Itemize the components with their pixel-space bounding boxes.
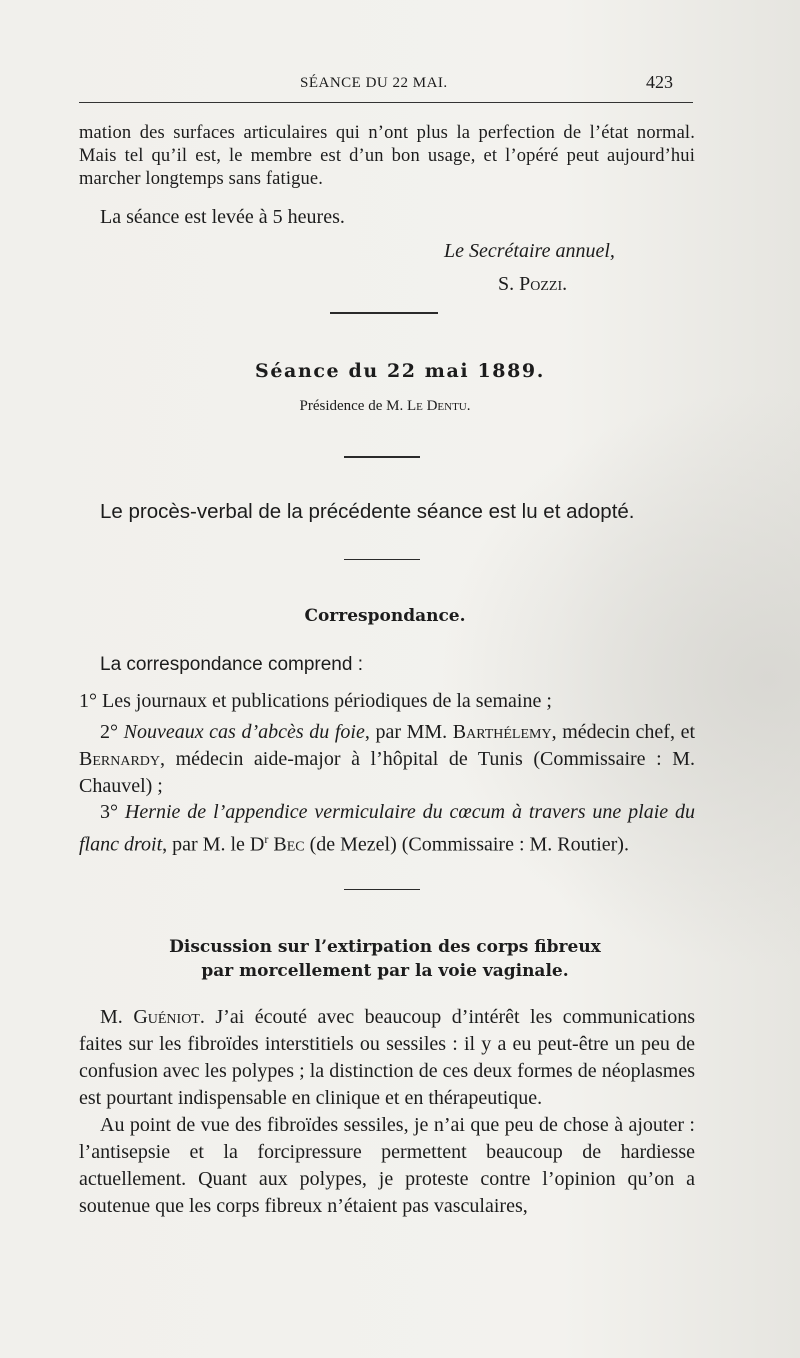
item-text: , médecin aide-major à l’hôpital de Tunis (Commissaire : M. Chauvel) ; bbox=[79, 748, 695, 797]
item-number: 3° bbox=[100, 801, 125, 823]
item-by: , par M. le D bbox=[162, 833, 265, 856]
item-text: (de Mezel) (Commissaire : M. Routier). bbox=[304, 833, 629, 856]
discussion-paragraph-1 bbox=[79, 1004, 695, 1112]
item-author: Bernardy bbox=[79, 748, 161, 770]
presidence-name: Le Dentu. bbox=[406, 398, 471, 414]
signature-title: Le Secrétaire annuel, bbox=[444, 240, 615, 262]
signature-name bbox=[498, 273, 567, 296]
item-number: 2° bbox=[100, 721, 124, 743]
discussion-paragraph-2: Au point de vue des fibroïdes sessiles, je n’ai que peu de chose à ajouter : l’antisepsie et la forcipressure permettent beaucoup de hardiesse actuellement. Quant aux polypes, je proteste contre l’opinion qu’on a soutenue que les corps fibreux n’étaient pas vasculaires, bbox=[79, 1114, 695, 1217]
continuation-paragraph: mation des surfaces articulaires qui n’ont plus la perfection de l’état normal. Mais tel qu’il est, le membre est d’un bon usage, et l’opéré peut aujourd’hui marcher longtemps sans fatigue. bbox=[79, 123, 695, 189]
item-author: Barthélemy bbox=[452, 721, 552, 743]
section-divider bbox=[344, 456, 420, 458]
presidence-line bbox=[0, 398, 770, 415]
minutes-line: Le procès-verbal de la précédente séance est lu et adopté. bbox=[100, 500, 635, 523]
page-number: 423 bbox=[646, 72, 673, 92]
correspondance-item-2 bbox=[79, 719, 695, 800]
signature-surname: Pozzi. bbox=[519, 273, 568, 295]
correspondance-item-1: 1° Les journaux et publications périodiques de la semaine ; bbox=[79, 690, 552, 712]
speaker-name: Guéniot. bbox=[133, 1006, 205, 1028]
section-divider bbox=[344, 889, 420, 890]
correspondance-item-3 bbox=[79, 799, 695, 859]
item-by: , par MM. bbox=[364, 721, 453, 743]
discussion-heading-line-2: par morcellement par la voie vaginale. bbox=[201, 961, 569, 981]
correspondance-heading: Correspondance. bbox=[304, 606, 466, 626]
running-header: SÉANCE DU 22 MAI. bbox=[300, 75, 448, 91]
section-divider bbox=[344, 559, 420, 560]
item-text: , médecin chef, et bbox=[551, 721, 695, 743]
discussion-body bbox=[79, 1004, 695, 1220]
discussion-heading bbox=[0, 935, 770, 983]
closing-sentence: La séance est levée à 5 heures. bbox=[100, 206, 345, 228]
item-author: Bec bbox=[273, 833, 305, 856]
presidence-prefix: Présidence de M. bbox=[299, 398, 407, 414]
paragraph-text: J’ai écouté avec beaucoup d’intérêt les communications faites sur les fibroïdes interstitiels ou sessiles : il y a eu peut-être un peu de confusion avec les polypes ; la distinction de ces deux formes de néoplasmes est pourtant indispensable en clinique et en thérapeutique. bbox=[79, 1006, 695, 1109]
item-title: Hernie de l’appendice vermiculaire du cœcum à travers une plaie du flanc droit bbox=[79, 801, 696, 856]
discussion-heading-line-1: Discussion sur l’extirpation des corps fibreux bbox=[169, 937, 601, 957]
header-rule bbox=[79, 102, 693, 103]
item-title: Nouveaux cas d’abcès du foie bbox=[123, 721, 365, 743]
correspondance-intro: La correspondance comprend : bbox=[100, 654, 363, 675]
signature-initial: S. bbox=[498, 273, 520, 295]
superscript: r bbox=[264, 832, 269, 846]
section-divider bbox=[330, 312, 438, 314]
speaker-prefix: M. bbox=[100, 1006, 134, 1028]
session-title: Séance du 22 mai 1889. bbox=[255, 360, 545, 382]
